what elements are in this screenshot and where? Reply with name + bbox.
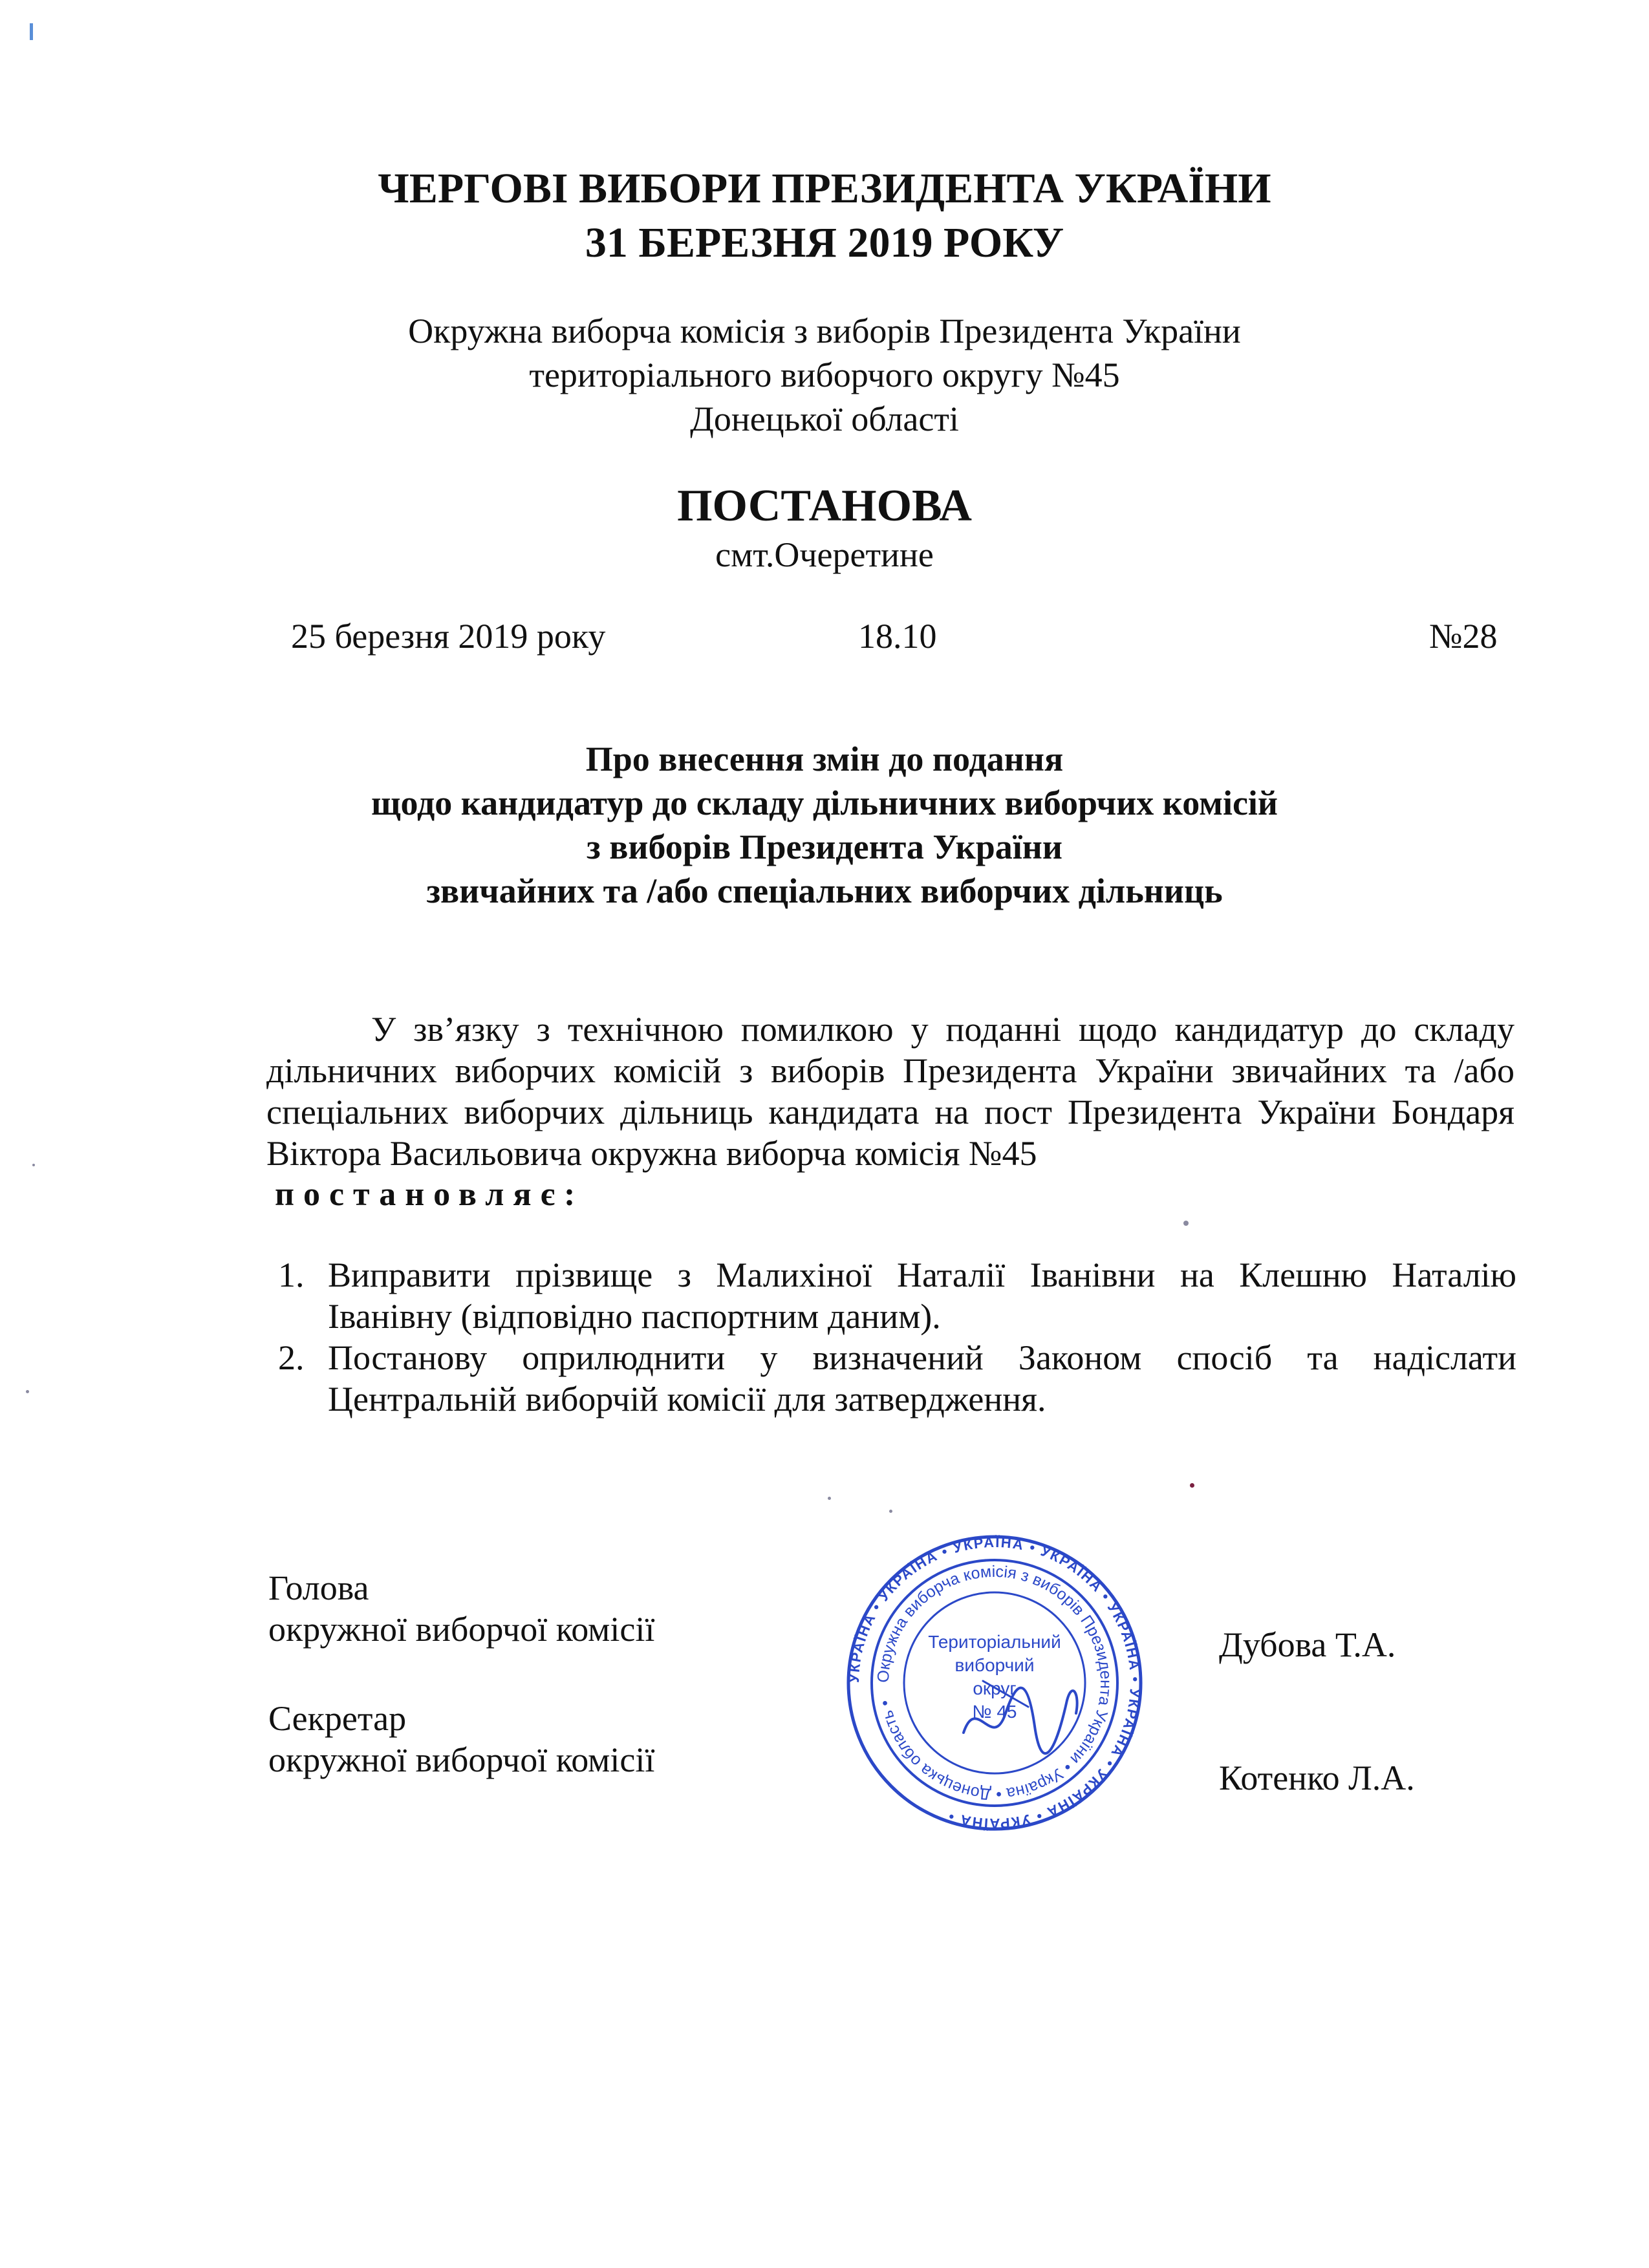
document-place: смт.Очеретине	[715, 535, 934, 574]
stamp-ring-text: Окружна виборча комісія з виборів Президента України • Україна • Донецька область •	[874, 1562, 1116, 1804]
secretary-role-line2: окружної виборчої комісії	[268, 1740, 655, 1779]
decision-item-text: Постанову оприлюднити у визначений Законом спосіб та надіслати Центральній виборчій комісії для затвердження.	[328, 1338, 1516, 1418]
head-role	[268, 1567, 654, 1650]
stamp-outer-text: УКРАЇНА • УКРАЇНА • УКРАЇНА • УКРАЇНА • УКРАЇНА • УКРАЇНА • УКРАЇНА • УКРАЇНА •	[846, 1534, 1143, 1832]
scan-speck	[26, 1390, 29, 1393]
stamp-center-line3: округ	[973, 1678, 1017, 1698]
stamp-center-line2: виборчий	[954, 1655, 1035, 1675]
preamble-paragraph: У зв’язку з технічною помилкою у поданні щодо кандидатур до складу дільничних виборчих комісій з виборів Президента України звичайних та /або спеціальних виборчих дільниць кандидата на пост Президента України Бондаря Віктора Васильовича окружна виборча комісія №45	[266, 1010, 1514, 1173]
scan-speck	[32, 1164, 35, 1166]
secretary-name: Котенко Л.А.	[1219, 1759, 1415, 1797]
head-name: Дубова Т.А.	[1219, 1625, 1396, 1664]
decision-list	[278, 1254, 1516, 1420]
head-role-line2: окружної виборчої комісії	[268, 1610, 655, 1649]
election-title-line1: ЧЕРГОВІ ВИБОРИ ПРЕЗИДЕНТА УКРАЇНИ	[378, 165, 1271, 212]
election-title	[0, 162, 1649, 270]
stamp-center-line4: № 45	[972, 1702, 1017, 1722]
decides-label: постановляє:	[275, 1176, 585, 1213]
commission-line1: Окружна виборча комісія з виборів Президента України	[408, 312, 1241, 350]
decision-item-number: 1.	[278, 1256, 305, 1294]
handwritten-signature	[954, 1655, 1086, 1771]
secretary-role-line1: Секретар	[268, 1699, 407, 1738]
commission-name	[0, 309, 1649, 441]
commission-line2: територіального виборчого округу №45	[529, 356, 1120, 394]
decision-item-number: 2.	[278, 1338, 305, 1377]
scan-speck	[1183, 1221, 1189, 1226]
decision-item	[278, 1254, 1516, 1337]
commission-line3: Донецької області	[690, 400, 959, 438]
scan-speck	[1190, 1483, 1194, 1488]
subject-line2: щодо кандидатур до складу дільничних виборчих комісій	[371, 784, 1278, 822]
scan-speck	[828, 1497, 831, 1500]
subject-line1: Про внесення змін до подання	[585, 740, 1064, 778]
document-number: №28	[1429, 617, 1498, 656]
head-role-line1: Голова	[268, 1568, 369, 1607]
document-date: 25 березня 2019 року	[291, 617, 606, 656]
decision-item	[278, 1337, 1516, 1420]
document-subject	[0, 737, 1649, 913]
decision-item-text: Виправити прізвище з Малихіної Наталії Іванівни на Клешню Наталію Іванівну (відповідно паспортним даним).	[328, 1256, 1516, 1336]
secretary-role	[268, 1698, 654, 1781]
document-type: ПОСТАНОВА	[677, 481, 972, 531]
election-title-line2: 31 БЕРЕЗНЯ 2019 РОКУ	[585, 219, 1064, 266]
stamp-center-line1: Територіальний	[928, 1632, 1061, 1652]
document-time: 18.10	[858, 617, 937, 656]
subject-line4: звичайних та /або спеціальних виборчих дільниць	[426, 872, 1223, 910]
scan-mark	[30, 23, 33, 40]
scan-speck	[889, 1510, 892, 1513]
subject-line3: з виборів Президента України	[587, 828, 1062, 866]
